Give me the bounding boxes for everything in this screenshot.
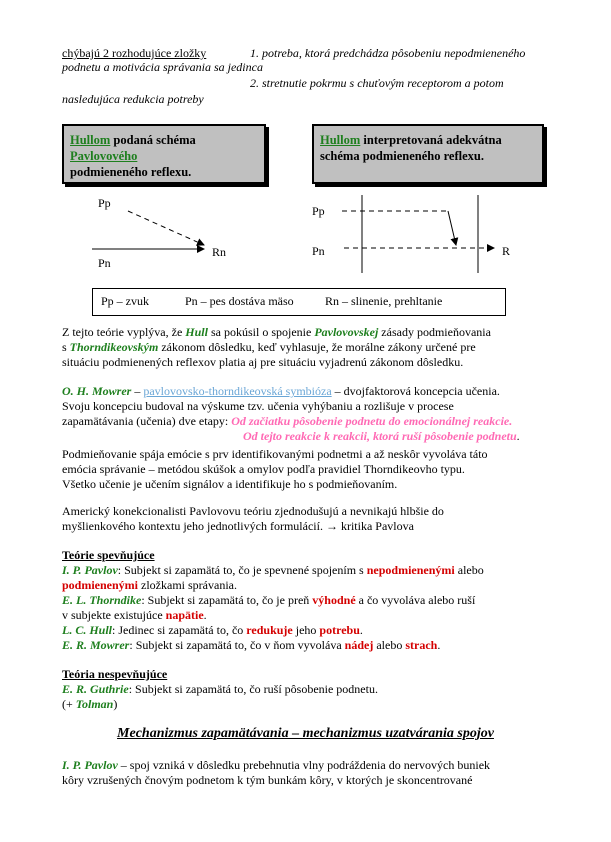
- para1-line3: situáciu podmienených reflexov platia aj pre situáciu vyjadrenú zákonom dôsledku.: [62, 355, 464, 369]
- box-hull-pavlov-scheme: [62, 124, 266, 184]
- para3-line1: Podmieňovanie spája emócie s prv identifikovanými podnetmi a až neskôr vyvoláva táto: [62, 447, 488, 461]
- spev-thorndike-2: v subjekte existujúce napätie.: [62, 608, 207, 622]
- header-item-1a: 1. potreba, ktorá predchádza pôsobeniu nepodmieneného: [250, 46, 526, 60]
- missing-components-label: chýbajú 2 rozhodujúce zložky: [62, 46, 207, 60]
- header-item-2a: 2. stretnutie pokrmu s chuťovým receptorom a potom: [250, 76, 504, 90]
- right-r-label: R: [502, 244, 511, 258]
- para3-line3: Všetko učenie je učením signálov a identifikuje ho s podmieňovaním.: [62, 477, 398, 491]
- para1-line2: s Thorndikeovským zákonom dôsledku, keď vyhlasuje, že morálne zákony určené pre: [62, 340, 476, 354]
- left-rn-label: Rn: [212, 245, 227, 259]
- box-left-mid: podaná schéma: [110, 133, 196, 147]
- right-pn-label: Pn: [312, 244, 325, 258]
- box-left-hull: Hullom: [70, 133, 111, 147]
- spev-title: Teórie spevňujúce: [62, 548, 155, 562]
- para1-line1: Z tejto teórie vyplýva, že Hull sa pokúsil o spojenie Pavlovovskej zásady podmieňovania: [62, 325, 491, 339]
- reflex-diagrams: [0, 185, 611, 285]
- left-dashed-arrow: [128, 211, 204, 245]
- para2-line2: Svoju koncepciu budoval na výskume tzv. učenia vyhýbaniu a rozlišuje v procese: [62, 399, 454, 413]
- spev-pavlov-1: I. P. Pavlov: Subjekt si zapamätá to, čo je spevnené spojením s nepodmienenými alebo: [62, 563, 484, 577]
- header-item-1b: podnetu a motivácia správania sa jedinca: [62, 60, 263, 74]
- legend-box: [92, 288, 506, 316]
- left-pn-label: Pn: [98, 256, 111, 270]
- box-right-line2: schéma podmieneného reflexu.: [320, 149, 484, 163]
- box-right-hull: Hullom: [320, 133, 361, 147]
- last-line1: I. P. Pavlov – spoj vzniká v dôsledku prebehnutia vlny podráždenia do nervových buniek: [62, 758, 491, 772]
- legend-pn: Pn – pes dostáva mäso: [185, 294, 294, 308]
- para2-line4: Od tejto reakcie k reakcii, ktorá ruší pôsobenie podnetu.: [243, 429, 520, 443]
- legend-pp: Pp – zvuk: [101, 294, 149, 308]
- header-item-2b: nasledujúca redukcia potreby: [62, 92, 204, 106]
- para4-line2: myšlienkového kontextu jeho jednotlivých formulácií. → kritika Pavlova: [62, 519, 414, 533]
- para2-line3: zapamätávania (učenia) dve etapy: Od začiatku pôsobenie podnetu do emocionálnej reakcie.: [62, 414, 513, 428]
- nespev-title: Teória nespevňujúce: [62, 667, 168, 681]
- section-title: Mechanizmus zapamätávania – mechanizmus uzatvárania spojov: [117, 726, 494, 741]
- nespev-guthrie: E. R. Guthrie: Subjekt si zapamätá to, čo ruší pôsobenie podnetu.: [62, 682, 378, 696]
- spev-pavlov-2: podmienenými zložkami správania.: [62, 578, 237, 592]
- nespev-tolman: (+ Tolman): [62, 697, 118, 711]
- para2-line1: O. H. Mowrer – pavlovovsko-thorndikeovská symbióza – dvojfaktorová koncepcia učenia.: [62, 384, 500, 398]
- right-dashed-down: [448, 211, 456, 245]
- box-left-line2: podmieneného reflexu.: [70, 165, 192, 179]
- spev-hull: L. C. Hull: Jedinec si zapamätá to, čo redukuje jeho potrebu.: [62, 623, 363, 637]
- left-pp-label: Pp: [98, 196, 111, 210]
- spev-mowrer: E. R. Mowrer: Subjekt si zapamätá to, čo v ňom vyvoláva nádej alebo strach.: [62, 638, 441, 652]
- spev-thorndike-1: E. L. Thorndike: Subjekt si zapamätá to, čo je preň výhodné a čo vyvoláva alebo ruší: [62, 593, 476, 607]
- box-right-mid: interpretovaná adekvátna: [360, 133, 502, 147]
- para4-line1: Americký konekcionalisti Pavlovovu teóriu zjednodušujú a nevnikajú hlbšie do: [62, 504, 444, 518]
- para3-line2: emócia správanie – metódou skúšok a omylov podľa pravidiel Thorndikeovho typu.: [62, 462, 465, 476]
- last-line2: kôry vzrušených čnovým podnetom k tým bunkám kôry, v ktorých je skoncentrované: [62, 773, 473, 787]
- box-hull-adequate-scheme: [312, 124, 544, 184]
- legend-rn: Rn – slinenie, prehltanie: [325, 294, 443, 308]
- box-left-pavlov: Pavlovového: [70, 149, 138, 163]
- right-pp-label: Pp: [312, 204, 325, 218]
